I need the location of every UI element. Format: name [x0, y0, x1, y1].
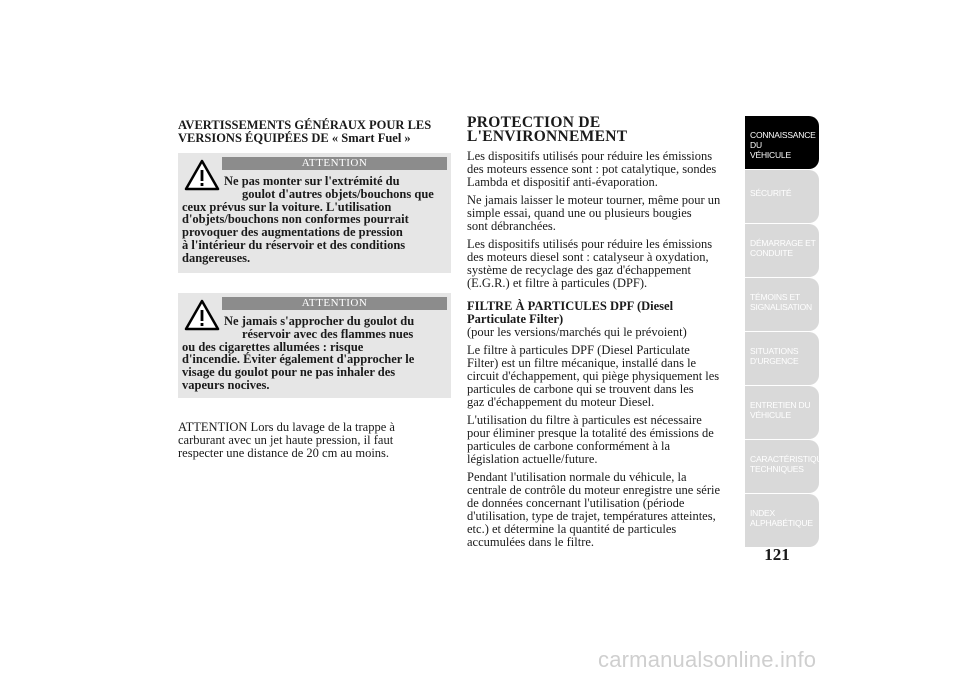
text-line: circuit d'échappement, qui piège physiquement les [467, 369, 720, 383]
warning-line: d'objets/bouchons non conformes pourrait [182, 212, 409, 227]
warning-text [182, 315, 445, 392]
tab-index-alphabetique[interactable] [745, 494, 819, 547]
warning-line: dangereuses. [182, 250, 251, 265]
text-line: Lambda et dispositif anti-évaporation. [467, 175, 658, 189]
tab-connaissance-du-vehicule[interactable] [745, 116, 819, 169]
text-line: sont débranchées. [467, 219, 556, 233]
tab-label-line: CONNAISSANCE DU [750, 130, 816, 150]
tab-demarrage-et-conduite[interactable] [745, 224, 819, 277]
tab-label-line: DÉMARRAGE ET [750, 238, 816, 248]
warning-line: provoquer des augmentations de pression [182, 225, 403, 240]
text-line: (E.G.R.) et filtre à particules (DPF). [467, 276, 648, 290]
warning-line: Ne pas monter sur l'extrémité du [224, 174, 400, 188]
tab-label-line: SITUATIONS [750, 346, 799, 356]
fuel-flap-note [178, 421, 458, 460]
text-line: L'utilisation du filtre à particules est nécessaire [467, 413, 702, 427]
paragraph [467, 344, 742, 409]
text-line: particules de carbone qui se trouvent dans les [467, 382, 694, 396]
section-title [467, 116, 742, 144]
text-line: simple essai, quand une ou plusieurs bougies [467, 206, 692, 220]
text-line: particules de carbone conformément à la [467, 439, 671, 453]
tab-label-line: TÉMOINS ET [750, 292, 800, 302]
text-line: Le filtre à particules DPF (Diesel Particulate [467, 343, 690, 357]
tab-label-line: TECHNIQUES [750, 464, 804, 474]
text-line: centrale de contrôle du moteur enregistre une série [467, 483, 721, 497]
warning-line: réservoir avec des flammes nues [242, 326, 414, 341]
warning-line: vapeurs nocives. [182, 377, 270, 392]
tab-label-line: ALPHABÉTIQUE [750, 518, 813, 528]
subheading-line: Particulate Filter) [467, 312, 564, 326]
paragraph [467, 238, 742, 290]
note-line: carburant avec un jet haute pression, il faut [178, 433, 394, 447]
tab-entretien-du-vehicule[interactable] [745, 386, 819, 439]
tab-label-line: CARACTÉRISTIQUES [750, 454, 834, 464]
tab-label-line: VÉHICULE [750, 410, 791, 420]
warning-box [178, 153, 451, 273]
warning-line: d'incendie. Éviter également d'approcher le [182, 352, 415, 367]
warning-text [182, 175, 445, 265]
tab-label-line: VÉHICULE [750, 150, 791, 160]
paragraph [467, 414, 742, 466]
text-line: système de recyclage des gaz d'échappement [467, 263, 692, 277]
tab-label-line: INDEX [750, 508, 775, 518]
warning-line: Ne jamais s'approcher du goulot du [224, 314, 415, 328]
warning-line: ceux prévus sur la voiture. L'utilisation [182, 199, 392, 214]
title-line: L'ENVIRONNEMENT [467, 128, 628, 145]
text-line: Pendant l'utilisation normale du véhicule, la [467, 470, 687, 484]
text-line: de données concernant l'utilisation (période [467, 496, 685, 510]
warning-line: goulot d'autres objets/bouchons que [242, 186, 434, 201]
text-line: Ne jamais laisser le moteur tourner, même pour un [467, 193, 721, 207]
tab-situations-d-urgence[interactable] [745, 332, 819, 385]
environment-section [467, 116, 742, 554]
tab-securite[interactable] [745, 170, 819, 223]
warning-line: ou des cigarettes allumées : risque [182, 339, 364, 354]
warning-label: ATTENTION [222, 297, 447, 310]
title-line: PROTECTION DE [467, 114, 601, 131]
text-line: des moteurs essence sont : pot catalytique, sondes [467, 162, 717, 176]
warning-line: visage du goulot pour ne pas inhaler des [182, 365, 396, 380]
heading-line: AVERTISSEMENTS GÉNÉRAUX POUR LES [178, 118, 432, 132]
text-line: Filter) est un filtre mécanique, installé dans le [467, 356, 697, 370]
section-heading-smart-fuel [178, 119, 458, 145]
text-line: gaz d'échappement du moteur Diesel. [467, 395, 655, 409]
text-line: pour éliminer presque la totalité des émissions de [467, 426, 714, 440]
tab-label-line: ENTRETIEN DU [750, 400, 811, 410]
subheading-line: FILTRE À PARTICULES DPF (Diesel [467, 299, 674, 313]
tab-caracteristiques-techniques[interactable] [745, 440, 834, 493]
tab-label-line: SIGNALISATION [750, 302, 812, 312]
watermark: carmanualsonline.info [598, 647, 817, 672]
paragraph [467, 194, 742, 233]
tab-temoins-et-signalisation[interactable] [745, 278, 819, 331]
warning-box [178, 293, 451, 398]
heading-line: VERSIONS ÉQUIPÉES DE « Smart Fuel » [178, 131, 411, 145]
dpf-subheading [467, 300, 742, 326]
paragraph [467, 150, 742, 189]
note-line: ATTENTION Lors du lavage de la trappe à [178, 420, 395, 434]
text-line: d'utilisation, type de trajet, températures atteintes, [467, 509, 716, 523]
text-line: des moteurs diesel sont : catalyseur à oxydation, [467, 250, 709, 264]
dpf-subnote: (pour les versions/marchés qui le prévoient) [467, 325, 687, 339]
text-line: etc.) et détermine la quantité de particules [467, 522, 677, 536]
paragraph [467, 471, 742, 549]
warning-label: ATTENTION [222, 157, 447, 170]
text-line: accumulées dans le filtre. [467, 535, 595, 549]
note-line: respecter une distance de 20 cm au moins. [178, 446, 390, 460]
page-number: 121 [764, 545, 790, 564]
text-line: législation actuelle/future. [467, 452, 598, 466]
text-line: Les dispositifs utilisés pour réduire les émissions [467, 149, 713, 163]
tab-label-line: D'URGENCE [750, 356, 799, 366]
tab-label-line: SÉCURITÉ [750, 188, 792, 198]
warning-line: à l'intérieur du réservoir et des conditions [182, 237, 406, 252]
text-line: Les dispositifs utilisés pour réduire les émissions [467, 237, 713, 251]
tab-label-line: CONDUITE [750, 248, 793, 258]
